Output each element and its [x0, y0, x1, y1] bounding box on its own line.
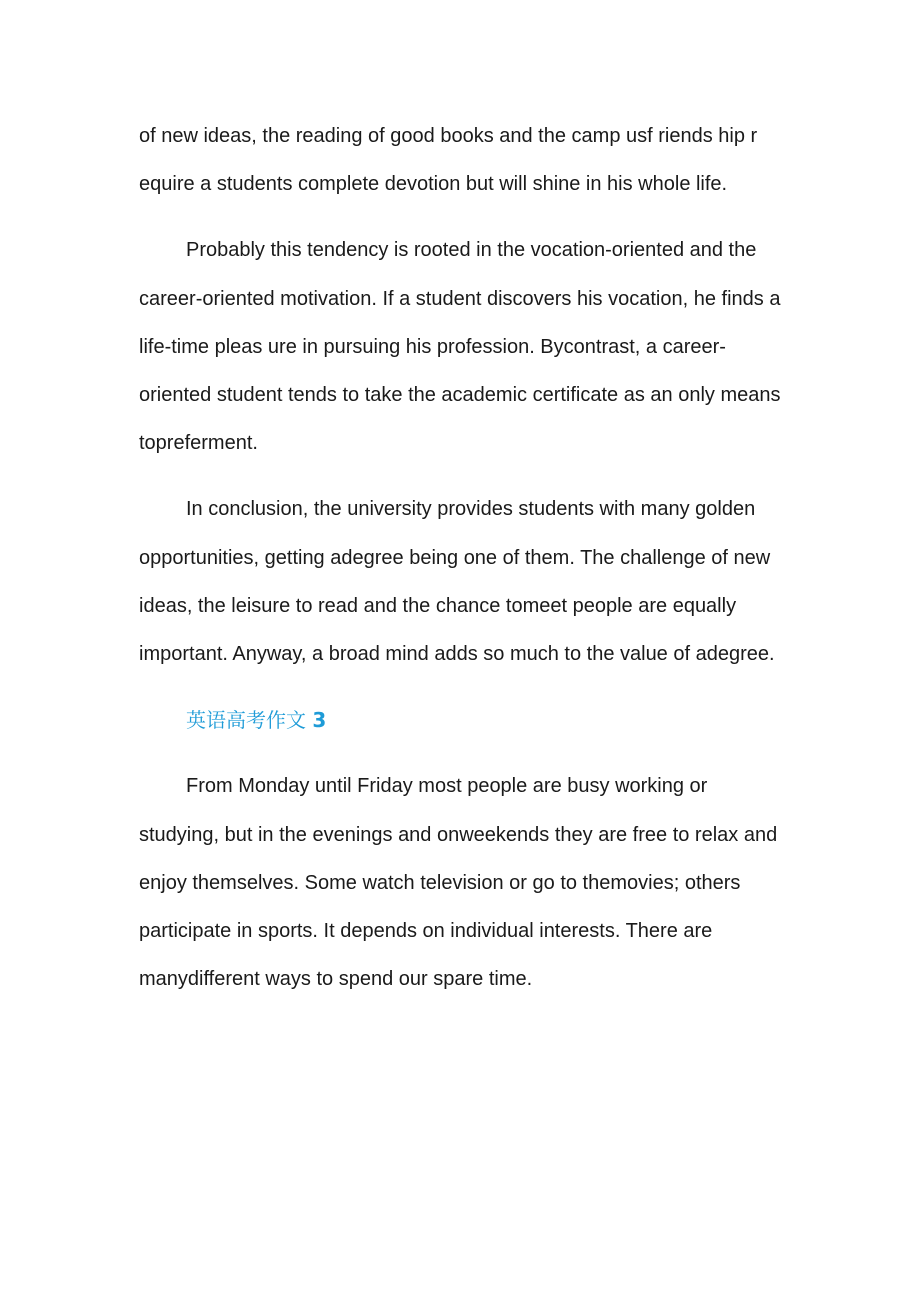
paragraph-2: Probably this tendency is rooted in the vocation-oriented and the career-oriented motivation. If a student discovers his vocation, he finds a life-time pleas ure in pursuing his profession. Bycontrast, a career-oriented student tends to take the academic certificate as an only means topreferment.	[139, 239, 781, 455]
section-heading-number: 3	[312, 708, 327, 733]
section-heading-text: 英语高考作文	[186, 708, 306, 733]
section-heading	[139, 696, 789, 744]
document-body	[139, 112, 789, 1021]
paragraph-1: of new ideas, the reading of good books and the camp usf riends hip r equire a students complete devotion but will shine in his whole life.	[139, 125, 758, 196]
paragraph-3: In conclusion, the university provides students with many golden opportunities, getting adegree being one of them. The challenge of new ideas, the leisure to read and the chance tomeet people are equally important. Anyway, a broad mind adds so much to the value of adegree.	[139, 498, 775, 666]
paragraph-4: From Monday until Friday most people are busy working or studying, but in the evenings and onweekends they are free to relax and enjoy themselves. Some watch television or go to themovies; others participate in sports. It depends on individual interests. There are manydifferent ways to spend our spare time.	[139, 775, 778, 991]
